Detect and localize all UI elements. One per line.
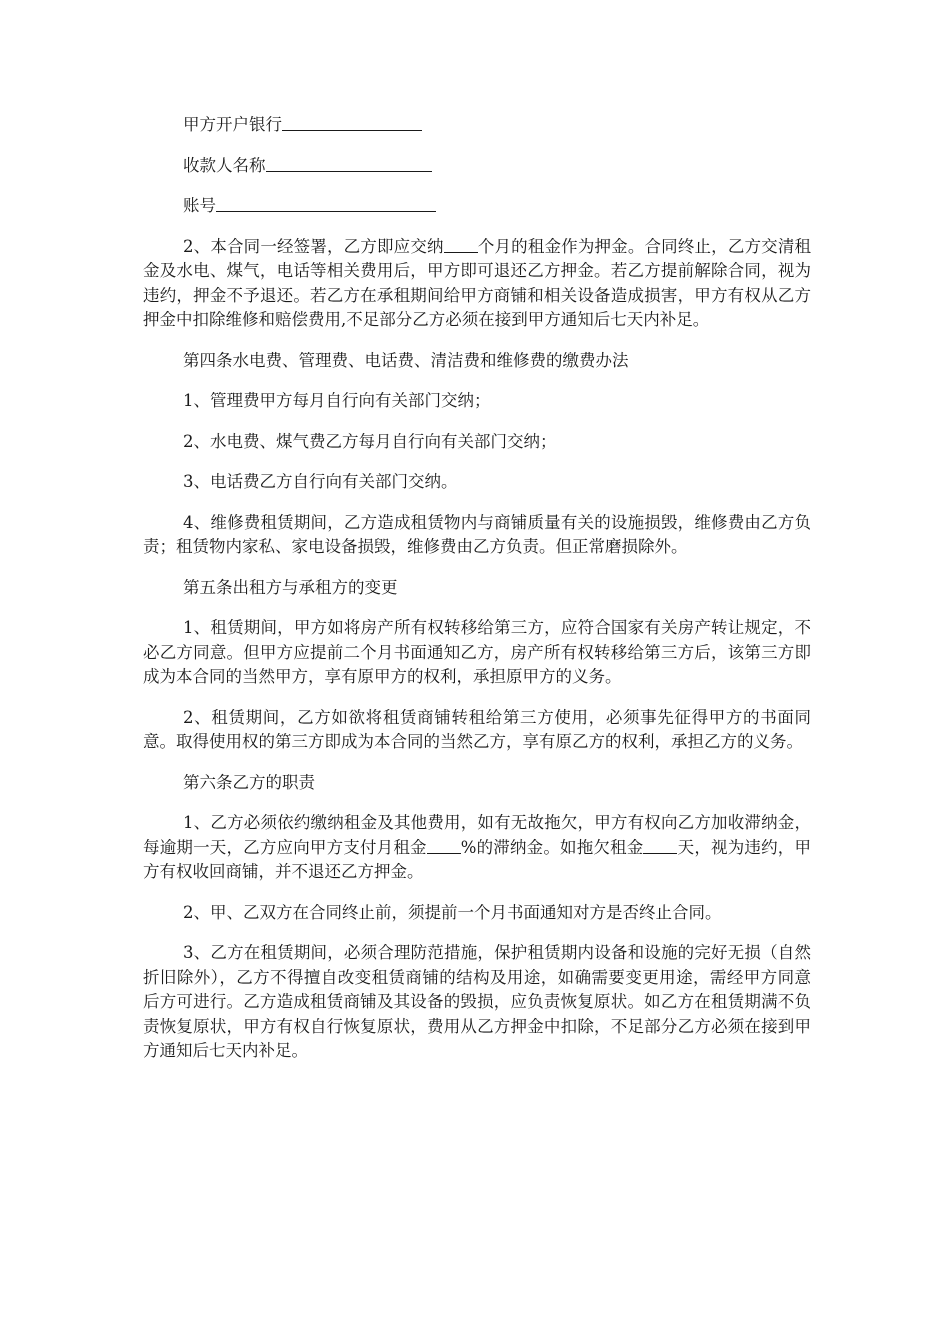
bank-line bbox=[143, 113, 811, 138]
late-fee-text-2: %的滞纳金。如拖欠租金 bbox=[460, 837, 644, 857]
bank-label: 甲方开户银行 bbox=[183, 115, 282, 134]
clause5-title: 第五条出租方与承租方的变更 bbox=[183, 577, 398, 597]
clause4-item: 1、管理费甲方每月自行向有关部门交纳； bbox=[183, 391, 491, 410]
clause4-item: 4、维修费租赁期间，乙方造成租赁物内与商铺质量有关的设施损毁，维修费由乙方负责；租赁物内家私、家电设备损毁，维修费由乙方负责。但正常磨损除外。 bbox=[143, 512, 811, 556]
clause4-item: 3、电话费乙方自行向有关部门交纳。 bbox=[183, 472, 458, 491]
clause6-item-1 bbox=[143, 811, 811, 885]
deposit-text-1: 2、本合同一经签署，乙方即应交纳 bbox=[183, 236, 444, 256]
late-fee-text-3: 天，视为违约，甲方有权收回商铺，并不退还乙方押金。 bbox=[143, 837, 811, 881]
deposit-months-blank bbox=[444, 235, 478, 253]
account-blank bbox=[216, 194, 436, 212]
late-fee-text-1: 1、乙方必须依约缴纳租金及其他费用，如有无故拖欠，甲方有权向乙方加收滞纳金，每逾期一天，乙方应向甲方支付月租金 bbox=[143, 813, 811, 857]
clause5-item: 2、租赁期间，乙方如欲将租赁商铺转租给第三方使用，必须事先征得甲方的书面同意。取得使用权的第三方即成为本合同的当然乙方，享有原乙方的权利，承担乙方的义务。 bbox=[143, 707, 811, 751]
payee-blank bbox=[266, 154, 432, 172]
document-body bbox=[143, 113, 811, 1080]
arrears-days-blank bbox=[643, 836, 677, 854]
payee-line bbox=[143, 154, 811, 179]
clause6-item-2: 2、甲、乙双方在合同终止前，须提前一个月书面通知对方是否终止合同。 bbox=[183, 902, 722, 922]
clause5-item: 1、租赁期间，甲方如将房产所有权转移给第三方，应符合国家有关房产转让规定，不必乙方同意。但甲方应提前二个月书面通知乙方，房产所有权转移给第三方后，该第三方即成为本合同的当然甲方，享有原甲方的权利，承担原甲方的义务。 bbox=[143, 618, 811, 686]
account-label: 账号 bbox=[183, 196, 216, 215]
clause6-title: 第六条乙方的职责 bbox=[183, 772, 315, 792]
payee-label: 收款人名称 bbox=[183, 155, 266, 175]
late-fee-percent-blank bbox=[427, 836, 461, 854]
deposit-text-2: 个月的租金作为押金。合同终止，乙方交清租金及水电、煤气，电话等相关费用后，甲方即可退还乙方押金。若乙方提前解除合同，视为违约，押金不予退还。若乙方在承租期间给甲方商铺和相关设备造成损害，甲方有权从乙方押金中扣除维修和赔偿费用,不足部分乙方必须在接到甲方通知后七天内补足。 bbox=[143, 236, 812, 329]
clause4-title: 第四条水电费、管理费、电话费、清洁费和维修费的缴费办法 bbox=[183, 350, 629, 370]
bank-blank bbox=[282, 113, 422, 131]
deposit-paragraph bbox=[143, 235, 811, 333]
account-line bbox=[143, 194, 811, 219]
clause6-item-3: 3、乙方在租赁期间，必须合理防范措施，保护租赁期内设备和设施的完好无损（自然折旧除外），乙方不得擅自改变租赁商铺的结构及用途，如确需要变更用途，需经甲方同意后方可进行。乙方造成租赁商铺及其设备的毁损，应负责恢复原状。如乙方在租赁期满不负责恢复原状，甲方有权自行恢复原状，费用从乙方押金中扣除，不足部分乙方必须在接到甲方通知后七天内补足。 bbox=[143, 943, 811, 1060]
clause4-item: 2、水电费、煤气费乙方每月自行向有关部门交纳； bbox=[183, 431, 557, 451]
